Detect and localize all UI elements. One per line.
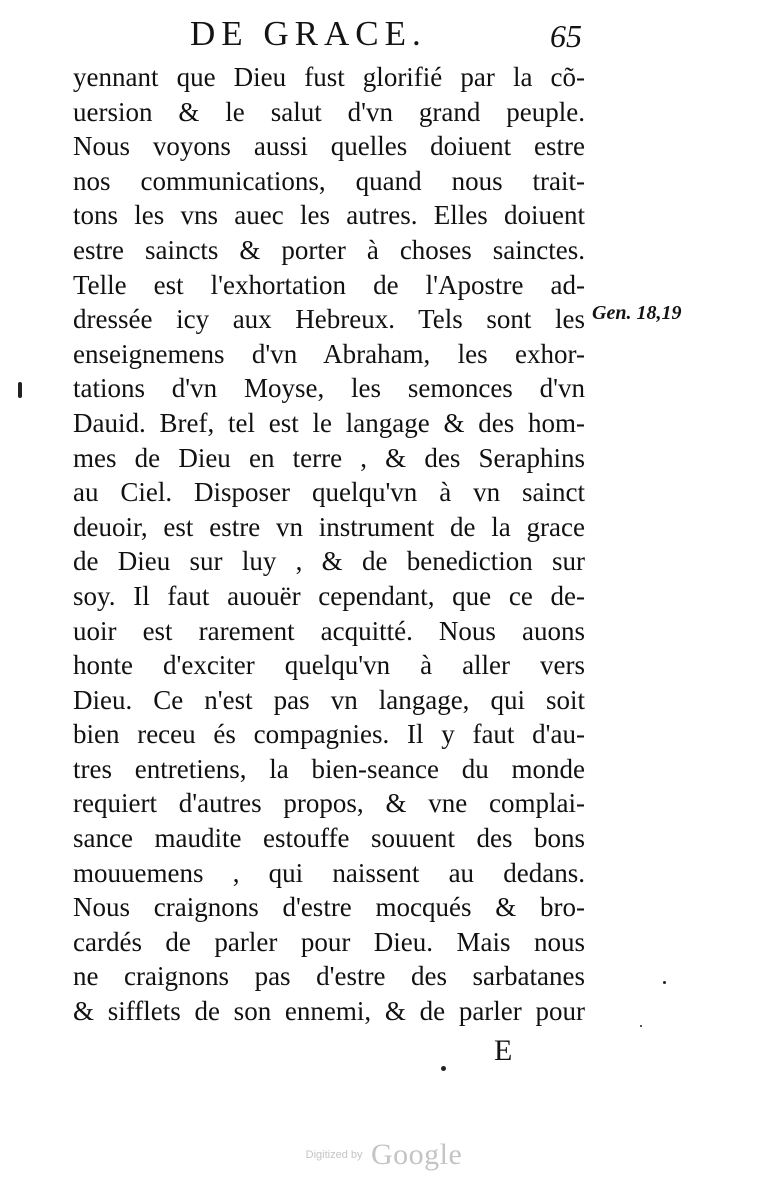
text-line: Nous craignons d'estre mocqués & bro- xyxy=(73,892,585,923)
text-line: mes de Dieu en terre , & des Seraphins xyxy=(73,442,585,473)
text-line: tres entretiens, la bien-seance du monde xyxy=(73,753,585,784)
ink-speck xyxy=(441,1066,446,1071)
text-line: & sifflets de son ennemi, & de parler pour xyxy=(73,996,585,1027)
running-title: DE GRACE. xyxy=(190,14,427,53)
body-text xyxy=(73,60,585,1029)
text-line: yennant que Dieu fust glorifié par la cõ- xyxy=(73,62,585,92)
text-line: de Dieu sur luy , & de benediction sur xyxy=(73,546,585,577)
text-line: soy. Il faut auouër cependant, que ce de- xyxy=(73,580,585,611)
watermark-prefix: Digitized by xyxy=(305,1149,363,1161)
ink-speck xyxy=(640,1025,642,1027)
text-line: enseignemens d'vn Abraham, les exhor- xyxy=(73,338,585,369)
text-line: uersion & le salut d'vn grand peuple. xyxy=(73,96,585,127)
text-line: Dauid. Bref, tel est le langage & des hom- xyxy=(73,407,585,438)
text-line: bien receu és compagnies. Il y faut d'au- xyxy=(73,719,585,750)
text-line: requiert d'autres propos, & vne complai- xyxy=(73,788,585,819)
text-line: sance maudite estouffe souuent des bons xyxy=(73,823,585,854)
digitization-watermark xyxy=(0,1138,768,1172)
page-number: 65 xyxy=(550,18,582,54)
text-line: Dieu. Ce n'est pas vn langage, qui soit xyxy=(73,684,585,715)
text-line: mouuemens , qui naissent au dedans. xyxy=(73,857,585,888)
text-line: tations d'vn Moyse, les semonces d'vn xyxy=(73,373,585,404)
text-line: au Ciel. Disposer quelqu'vn à vn sainct xyxy=(73,477,585,508)
text-line: ne craignons pas d'estre des sarbatanes xyxy=(73,961,585,992)
text-line: dressée icy aux Hebreux. Tels sont les xyxy=(73,304,585,335)
google-logo: Google xyxy=(370,1138,463,1171)
text-line: Nous voyons aussi quelles doiuent estre xyxy=(73,131,585,162)
marginal-reference: Gen. 18,19 xyxy=(592,302,682,324)
text-line: tons les vns auec les autres. Elles doiuent xyxy=(73,200,585,231)
ink-speck xyxy=(663,981,666,984)
text-line: Telle est l'exhortation de l'Apostre ad- xyxy=(73,269,585,300)
ink-speck xyxy=(18,382,22,398)
text-line: uoir est rarement acquitté. Nous auons xyxy=(73,615,585,646)
signature-mark: E xyxy=(494,1034,513,1067)
text-line: estre saincts & porter à choses sainctes. xyxy=(73,234,585,265)
text-line: deuoir, est estre vn instrument de la grace xyxy=(73,511,585,542)
text-line: honte d'exciter quelqu'vn à aller vers xyxy=(73,650,585,681)
text-line: nos communications, quand nous trait- xyxy=(73,165,585,196)
text-line: cardés de parler pour Dieu. Mais nous xyxy=(73,926,585,957)
